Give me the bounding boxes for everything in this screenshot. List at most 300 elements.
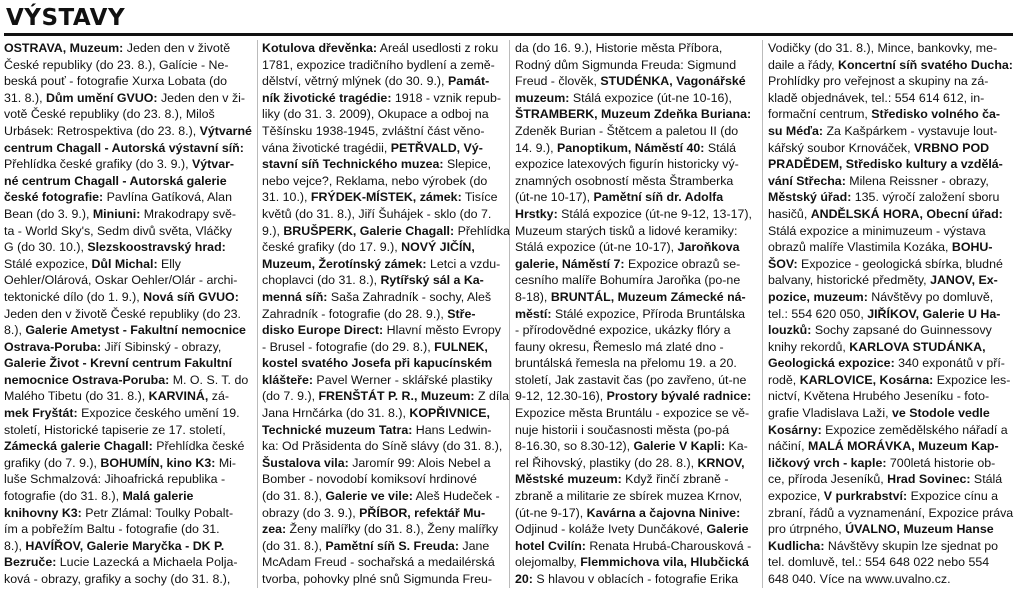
text-line bbox=[4, 140, 254, 157]
place-heading: Kudlicha: bbox=[768, 538, 825, 553]
text-line bbox=[515, 455, 763, 472]
place-heading: BOHU- bbox=[951, 240, 993, 255]
text-run: století, Jak zastavit čas (po zavřeno, út-ne bbox=[515, 372, 747, 387]
text-run: votě České republiky (do 23. 8.), Miloš bbox=[4, 107, 215, 122]
section-title: VÝSTAVY bbox=[6, 5, 126, 31]
text-run: Jana Hrnčárka (do 31. 8.), bbox=[262, 406, 410, 421]
text-line bbox=[768, 306, 1014, 323]
place-heading: Pamětní síň S. Freuda: bbox=[325, 538, 459, 553]
text-line bbox=[768, 256, 1014, 273]
text-line bbox=[262, 571, 510, 588]
text-run: 8.), bbox=[4, 538, 26, 553]
text-line bbox=[4, 106, 254, 123]
text-run: Lucie Lazecká a Michaela Polja- bbox=[56, 555, 238, 570]
text-run: 14. 9.), bbox=[515, 140, 558, 155]
text-line bbox=[515, 488, 763, 505]
text-line bbox=[515, 140, 763, 157]
text-run: Stálá bbox=[970, 472, 1003, 487]
text-run: Expozice - geologická sbírka, bludné bbox=[797, 256, 1003, 271]
text-line bbox=[515, 306, 763, 323]
text-run: (út-ne 10-17), bbox=[515, 190, 594, 205]
place-heading: kostel svatého Josefa při kapucínském bbox=[262, 356, 493, 371]
text-run: Hans Ledwin- bbox=[412, 422, 492, 437]
text-run: Z díla bbox=[474, 389, 509, 404]
place-heading: PETŘVALD, Vý- bbox=[390, 140, 483, 155]
place-heading: Rytířský sál a Ka- bbox=[380, 273, 484, 288]
text-line bbox=[515, 388, 763, 405]
text-run: Jaromír 99: Alois Nebel a bbox=[348, 455, 491, 470]
text-run: Urbásek: Retrospektiva (do 23. 8.), bbox=[4, 123, 200, 138]
text-line bbox=[768, 73, 1014, 90]
place-heading: hotel Cvilín: bbox=[515, 538, 586, 553]
place-heading: Galerie ve vile: bbox=[325, 489, 413, 504]
text-line bbox=[4, 355, 254, 372]
text-run: Stálá expozice (út-ne 10-17), bbox=[515, 240, 678, 255]
text-run: 31. 10.), bbox=[262, 190, 311, 205]
place-heading: Geologická expozice: bbox=[768, 356, 895, 371]
place-heading: Šustalova vila: bbox=[262, 455, 349, 470]
text-run: Sochy zapsané do Guinnessovy bbox=[811, 323, 992, 338]
place-heading: né centrum Chagall - Autorská galerie bbox=[4, 173, 227, 188]
text-run: Expozice českého umění 19. bbox=[77, 406, 240, 421]
place-heading: nemocnice Ostrava-Poruba: bbox=[4, 372, 170, 387]
place-heading: Stře- bbox=[447, 306, 476, 321]
text-run: obrazů malíře Vlastimila Kozáka, bbox=[768, 240, 952, 255]
text-run: Muzeum starých tisků a lidové keramiky: bbox=[515, 223, 738, 238]
text-run: znamných osobností města Štramberka bbox=[515, 173, 734, 188]
column-1 bbox=[4, 40, 254, 590]
text-run: Stálé expozice, Příroda Bruntálska bbox=[551, 306, 746, 321]
text-run: nebo vejce?, Reklama, nebo výrobek (do bbox=[262, 173, 488, 188]
place-heading: Miniuni: bbox=[92, 206, 141, 221]
place-heading: Výtvar- bbox=[192, 157, 235, 172]
text-run: 9.), bbox=[262, 223, 284, 238]
text-line bbox=[4, 156, 254, 173]
place-heading: disko Europe Direct: bbox=[262, 323, 384, 338]
text-line bbox=[4, 455, 254, 472]
text-run: Freud - člověk, bbox=[515, 74, 601, 89]
text-run: Renata Hrubá-Charousková - bbox=[585, 538, 752, 553]
text-run: dělství, větrný mlýnek (do 30. 9.), bbox=[262, 74, 448, 89]
place-heading: 20: bbox=[515, 572, 533, 586]
text-run: 1781, expozice tradičního bydlení a země- bbox=[262, 57, 495, 72]
text-line bbox=[4, 173, 254, 190]
text-run: ta - World Sky's, Sedm divů světa, Vláčky bbox=[4, 223, 232, 238]
place-heading: Hrad Sovinec: bbox=[887, 472, 971, 487]
place-heading: Galerie bbox=[706, 522, 749, 537]
text-line bbox=[262, 223, 510, 240]
text-line bbox=[515, 272, 763, 289]
text-run: (do 7. 9.), bbox=[262, 389, 319, 404]
text-run: 340 exponátů v pří- bbox=[894, 356, 1005, 371]
text-line bbox=[262, 388, 510, 405]
text-run: Areál usedlosti z roku bbox=[377, 41, 499, 55]
place-heading: klášteře: bbox=[262, 372, 313, 387]
text-line bbox=[262, 438, 510, 455]
place-heading: Kavárna a čajovna Ninive: bbox=[586, 505, 741, 520]
text-run: Přehlídka české bbox=[152, 439, 245, 454]
column-3 bbox=[515, 40, 763, 590]
text-run: expozice latexových figurín historicky vý- bbox=[515, 157, 739, 172]
text-line bbox=[768, 140, 1014, 157]
place-heading: Hrstky: bbox=[515, 206, 558, 221]
text-line bbox=[515, 156, 763, 173]
text-line bbox=[4, 554, 254, 571]
place-heading: Pamětní síň dr. Adolfa bbox=[593, 190, 724, 205]
place-heading: Jaroňkova bbox=[677, 240, 740, 255]
place-heading: Výtvarné bbox=[199, 123, 252, 138]
place-heading: knihovny K3: bbox=[4, 505, 82, 520]
text-run: Ženy malířky (do 31. 8.), Ženy malířky bbox=[286, 522, 499, 537]
text-run: S hlavou v oblacích - fotografie Erika bbox=[532, 572, 739, 586]
text-run: Stálá bbox=[704, 140, 737, 155]
place-heading: NOVÝ JIČÍN, bbox=[401, 240, 475, 255]
text-run: zbraní, řádů a vyznamenání, Expozice práva bbox=[768, 505, 1014, 520]
place-heading: Koncertní síň svatého Ducha: bbox=[838, 57, 1013, 72]
text-run: - Brusel - fotografie (do 29. 8.), bbox=[262, 339, 435, 354]
text-run: ka: Od Prăsidenta do Síně slávy (do 31. 8.), bbox=[262, 439, 503, 454]
text-line bbox=[768, 471, 1014, 488]
place-heading: Technické muzeum Tatra: bbox=[262, 422, 413, 437]
place-heading: pozice, muzeum: bbox=[768, 289, 868, 304]
place-heading: zámek: bbox=[419, 190, 462, 205]
text-line bbox=[262, 521, 510, 538]
text-line bbox=[768, 57, 1014, 74]
text-line bbox=[515, 239, 763, 256]
text-run: - přírodovědné expozice, ukázky flóry a bbox=[515, 323, 731, 338]
text-run: Stálá expozice (út-ne 9-12, 13-17), bbox=[557, 206, 752, 221]
place-heading: Důl Michal: bbox=[91, 256, 158, 271]
text-line bbox=[262, 372, 510, 389]
text-line bbox=[262, 123, 510, 140]
text-run: grafiky (do 7. 9.), bbox=[4, 455, 101, 470]
place-heading: ÚVALNO, Muzeum Hanse bbox=[845, 522, 994, 537]
text-line bbox=[4, 438, 254, 455]
text-run: fauny okresu, Řemeslo má zlaté dno - bbox=[515, 339, 724, 354]
place-heading: Městské muzeum: bbox=[515, 472, 622, 487]
text-run: obrazy (do 3. 9.), bbox=[262, 505, 360, 520]
text-run: 135. výročí založení sboru bbox=[851, 190, 1000, 205]
place-heading: Galerie V Kapli: bbox=[633, 439, 726, 454]
text-run: tvorba, pohovky plné snů Sigmunda Freu- bbox=[262, 572, 493, 586]
text-line bbox=[768, 289, 1014, 306]
text-line bbox=[768, 372, 1014, 389]
text-line bbox=[262, 505, 510, 522]
text-line bbox=[4, 189, 254, 206]
place-heading: Muzeum, Žerotínský zámek: bbox=[262, 256, 427, 271]
text-line bbox=[768, 40, 1014, 57]
place-heading: FULNEK, bbox=[434, 339, 488, 354]
text-run: Oehler/Olárová, Oskar Oehler/Olár - archi- bbox=[4, 273, 238, 288]
place-heading: vání Střecha: bbox=[768, 173, 846, 188]
place-heading: PŘÍBOR, refektář Mu- bbox=[359, 505, 486, 520]
text-line bbox=[515, 339, 763, 356]
place-heading: ŠOV: bbox=[768, 256, 798, 271]
text-run: Milena Reissner - obrazy, bbox=[845, 173, 989, 188]
text-line bbox=[768, 455, 1014, 472]
place-heading: menná síň: bbox=[262, 289, 328, 304]
text-line bbox=[768, 538, 1014, 555]
text-run: hasičů, bbox=[768, 206, 811, 221]
text-run: expozice, bbox=[768, 489, 824, 504]
place-heading: V purkrabství: bbox=[823, 489, 908, 504]
text-run: rodě, bbox=[768, 372, 800, 387]
text-run: Jiří Sibinský - obrazy, bbox=[101, 339, 222, 354]
text-run: 1918 - vznik repub- bbox=[391, 90, 501, 105]
text-run: Za Kašpárkem - vystavuje lout- bbox=[823, 123, 998, 138]
place-heading: BOHUMÍN, kino K3: bbox=[100, 455, 216, 470]
place-heading: STUDÉNKA, Vagonářské bbox=[600, 74, 746, 89]
place-heading: MALÁ MORÁVKA, Muzeum Kap- bbox=[807, 439, 999, 454]
place-heading: ve Stodole vedle bbox=[891, 406, 990, 421]
title-rule bbox=[4, 33, 1013, 36]
text-run: fotografie (do 31. 8.), bbox=[4, 489, 123, 504]
text-line bbox=[262, 339, 510, 356]
text-line bbox=[768, 90, 1014, 107]
text-line bbox=[4, 521, 254, 538]
place-heading: JIŘÍKOV, Galerie U Ha- bbox=[867, 306, 1001, 321]
text-run: Když řinčí zbraně - bbox=[621, 472, 729, 487]
place-heading: mek Fryštát: bbox=[4, 406, 78, 421]
text-run: Zdeněk Burian - Štětcem a paletou II (do bbox=[515, 123, 739, 138]
place-heading: KARLOVICE, Kosárna: bbox=[799, 372, 934, 387]
text-run: 8-18), bbox=[515, 289, 551, 304]
text-run: Saša Zahradník - sochy, Aleš bbox=[327, 289, 492, 304]
text-run: Expozice les- bbox=[933, 372, 1011, 387]
text-run: Mi- bbox=[215, 455, 237, 470]
text-run: Tisíce bbox=[461, 190, 498, 205]
text-line bbox=[768, 173, 1014, 190]
text-run: rel Řihovský, plastiky (do 28. 8.), bbox=[515, 455, 698, 470]
text-line bbox=[262, 538, 510, 555]
place-heading: BRUŠPERK, Galerie Chagall: bbox=[283, 223, 455, 238]
text-line bbox=[4, 471, 254, 488]
text-run: Zahradník - fotografie (do 28. 9.), bbox=[262, 306, 448, 321]
text-line bbox=[515, 57, 763, 74]
text-line bbox=[4, 372, 254, 389]
text-run: Stálá expozice a minimuzeum - výstava bbox=[768, 223, 986, 238]
text-line bbox=[262, 106, 510, 123]
text-run: olejomalby, bbox=[515, 555, 581, 570]
text-line bbox=[768, 505, 1014, 522]
place-heading: Flemmichova vila, Hlubčická bbox=[580, 555, 749, 570]
text-run: zbraně a militarie ze sbírek muzea Krnov, bbox=[515, 489, 743, 504]
text-line bbox=[515, 505, 763, 522]
place-heading: Galerie Život - Krevní centrum Fakultní bbox=[4, 356, 232, 371]
text-line bbox=[768, 339, 1014, 356]
text-line bbox=[4, 571, 254, 588]
text-run: století, Historické tapiserie ze 17. století, bbox=[4, 422, 226, 437]
text-line bbox=[768, 355, 1014, 372]
place-heading: HAVÍŘOV, Galerie Maryčka - DK P. bbox=[25, 538, 225, 553]
text-line bbox=[515, 355, 763, 372]
text-run: bruntálská řemesla na přelomu 19. a 20. bbox=[515, 356, 737, 371]
place-heading: Slezskoostravský hrad: bbox=[87, 240, 226, 255]
text-run: náčiní, bbox=[768, 439, 808, 454]
text-line bbox=[4, 388, 254, 405]
text-line bbox=[4, 272, 254, 289]
place-heading: ANDĚLSKÁ HORA, Obecní úřad: bbox=[810, 206, 1003, 221]
text-run: Hlavní město Evropy bbox=[383, 323, 501, 338]
text-line bbox=[768, 405, 1014, 422]
text-line bbox=[515, 405, 763, 422]
text-run: liky (do 31. 3. 2009), Okupace a odboj na bbox=[262, 107, 489, 122]
place-heading: galerie, Náměstí 7: bbox=[515, 256, 625, 271]
text-line bbox=[515, 223, 763, 240]
text-run: luše Schmalzová: Jihoafrická republika - bbox=[4, 472, 226, 487]
text-run: McAdam Freud - sochařská a medailérská bbox=[262, 555, 495, 570]
text-run: Stálá expozice (út-ne 10-16), bbox=[569, 90, 732, 105]
text-line bbox=[515, 322, 763, 339]
text-line bbox=[262, 455, 510, 472]
text-line bbox=[262, 40, 510, 57]
text-run: da (do 16. 9.), Historie města Příbora, bbox=[515, 41, 723, 55]
text-run: České republiky (do 23. 8.), Galície - Ne- bbox=[4, 57, 229, 72]
text-line bbox=[262, 173, 510, 190]
place-heading: Památ- bbox=[447, 74, 490, 89]
text-line bbox=[515, 256, 763, 273]
text-run: Prohlídky pro veřejnost a skupiny na zá- bbox=[768, 74, 989, 89]
text-line bbox=[4, 505, 254, 522]
place-heading: Bezruče: bbox=[4, 555, 57, 570]
place-heading: FRENŠTÁT P. R., Muzeum: bbox=[318, 389, 475, 404]
text-line bbox=[515, 106, 763, 123]
text-line bbox=[4, 488, 254, 505]
place-heading: Středisko volného ča- bbox=[871, 107, 1001, 122]
text-line bbox=[515, 521, 763, 538]
place-heading: Ostrava-Poruba: bbox=[4, 339, 102, 354]
text-line bbox=[262, 156, 510, 173]
text-run: zá- bbox=[208, 389, 229, 404]
place-heading: KARLOVA STUDÁNKA, bbox=[849, 339, 986, 354]
place-heading: Kotulova dřevěnka: bbox=[262, 41, 377, 55]
text-run: Aleš Hudeček - bbox=[412, 489, 500, 504]
text-run: Vodičky (do 31. 8.), Mince, bankovky, me- bbox=[768, 41, 998, 55]
text-line bbox=[262, 73, 510, 90]
text-line bbox=[515, 538, 763, 555]
text-line bbox=[262, 405, 510, 422]
text-run: české grafiky (do 17. 9.), bbox=[262, 240, 402, 255]
text-run: Expozice města Bruntálu - expozice se vě- bbox=[515, 406, 750, 421]
place-heading: Malá galerie bbox=[122, 489, 194, 504]
place-heading: muzeum: bbox=[515, 90, 570, 105]
text-line bbox=[4, 538, 254, 555]
place-heading: české fotografie: bbox=[4, 190, 104, 205]
place-heading: ŠTRAMBERK, Muzeum Zdeňka Buriana: bbox=[515, 107, 752, 122]
text-line bbox=[4, 90, 254, 107]
text-run: Pavel Werner - sklářské plastiky bbox=[312, 372, 493, 387]
text-line bbox=[4, 256, 254, 273]
place-heading: OSTRAVA, Muzeum: bbox=[4, 41, 124, 55]
text-line bbox=[768, 206, 1014, 223]
text-line bbox=[262, 189, 510, 206]
text-run: Ka- bbox=[725, 439, 748, 454]
text-run: tektonické dílo (do 1. 9.), bbox=[4, 289, 144, 304]
text-run: daile a řády, bbox=[768, 57, 839, 72]
text-run: Expozice obrazů se- bbox=[624, 256, 741, 271]
place-heading: JANOV, Ex- bbox=[930, 273, 998, 288]
text-run: Pavlína Gatíková, Alan bbox=[103, 190, 232, 205]
text-run: Petr Zlámal: Toulky Pobalt- bbox=[81, 505, 234, 520]
text-run: beská pouť - fotografie Xurxa Lobata (do bbox=[4, 74, 228, 89]
column-2 bbox=[262, 40, 510, 590]
place-heading: ličkový vrch - kaple: bbox=[768, 455, 887, 470]
text-run: nuje historii i současnosti města (po-pá bbox=[515, 422, 730, 437]
text-line bbox=[4, 239, 254, 256]
text-line bbox=[262, 554, 510, 571]
text-line bbox=[768, 189, 1014, 206]
text-run: Jeden den v životě bbox=[123, 41, 231, 55]
text-line bbox=[515, 422, 763, 439]
text-line bbox=[515, 206, 763, 223]
text-run: Expozice zemědělského nářadí a bbox=[821, 422, 1008, 437]
text-line bbox=[515, 289, 763, 306]
text-run: Jane bbox=[458, 538, 490, 553]
text-run: ce, příroda Jeseníků, bbox=[768, 472, 888, 487]
text-line bbox=[4, 289, 254, 306]
text-line bbox=[768, 422, 1014, 439]
text-line bbox=[4, 322, 254, 339]
text-run: 9-12, 12.30-16), bbox=[515, 389, 607, 404]
text-line bbox=[515, 189, 763, 206]
text-run: Návštěvy skupin lze sjednat po bbox=[824, 538, 999, 553]
text-line bbox=[768, 388, 1014, 405]
text-run: G (do 30. 10.), bbox=[4, 240, 88, 255]
text-line bbox=[262, 422, 510, 439]
text-run: Těšínsku 1938-1945, zvláštní část věno- bbox=[262, 123, 485, 138]
text-run: Rodný dům Sigmunda Freuda: Sigmund bbox=[515, 57, 737, 72]
text-line bbox=[4, 57, 254, 74]
text-run: Slepice, bbox=[443, 157, 492, 172]
text-run: balvany, historické předměty, bbox=[768, 273, 931, 288]
text-line bbox=[515, 471, 763, 488]
text-run: cesního malíře Bohumíra Jaroňka (po-ne bbox=[515, 273, 741, 288]
text-line bbox=[515, 438, 763, 455]
place-heading: Prostory bývalé radnice: bbox=[606, 389, 752, 404]
text-line bbox=[262, 90, 510, 107]
text-run: Malého Tibetu (do 31. 8.), bbox=[4, 389, 149, 404]
text-run: (do 31. 8.), bbox=[262, 538, 326, 553]
section-header bbox=[0, 0, 1017, 36]
place-heading: su Méďa: bbox=[768, 123, 824, 138]
text-run: Bomber - novodobí komiksoví hrdinové bbox=[262, 472, 477, 487]
text-line bbox=[515, 40, 763, 57]
text-line bbox=[768, 488, 1014, 505]
text-run: Elly bbox=[157, 256, 181, 271]
place-heading: BRUNTÁL, Muzeum Zámecké ná- bbox=[550, 289, 746, 304]
text-run: tel. domluvě, tel.: 554 648 022 nebo 554 bbox=[768, 555, 990, 570]
text-line bbox=[262, 272, 510, 289]
text-run: ím a pobřežím Baltu - fotografie (do 31. bbox=[4, 522, 220, 537]
text-run: Jeden den v ži- bbox=[157, 90, 246, 105]
text-run: vána životické tragédii, bbox=[262, 140, 391, 155]
text-run: M. O. S. T. do bbox=[169, 372, 249, 387]
text-line bbox=[4, 123, 254, 140]
text-run: Jeden den v životě České republiky (do 23. bbox=[4, 306, 241, 321]
text-run: Letci a vzdu- bbox=[426, 256, 501, 271]
text-line bbox=[515, 571, 763, 588]
text-run: Přehlídka české grafiky (do 3. 9.), bbox=[4, 157, 193, 172]
text-run: 8.), bbox=[4, 323, 26, 338]
text-line bbox=[768, 223, 1014, 240]
text-run: 648 040. Více na www.uvalno.cz. bbox=[768, 572, 951, 586]
text-line bbox=[4, 306, 254, 323]
place-heading: Kosárny: bbox=[768, 422, 822, 437]
text-line bbox=[4, 206, 254, 223]
place-heading: VRBNO POD bbox=[914, 140, 990, 155]
text-line bbox=[768, 123, 1014, 140]
text-line bbox=[262, 239, 510, 256]
